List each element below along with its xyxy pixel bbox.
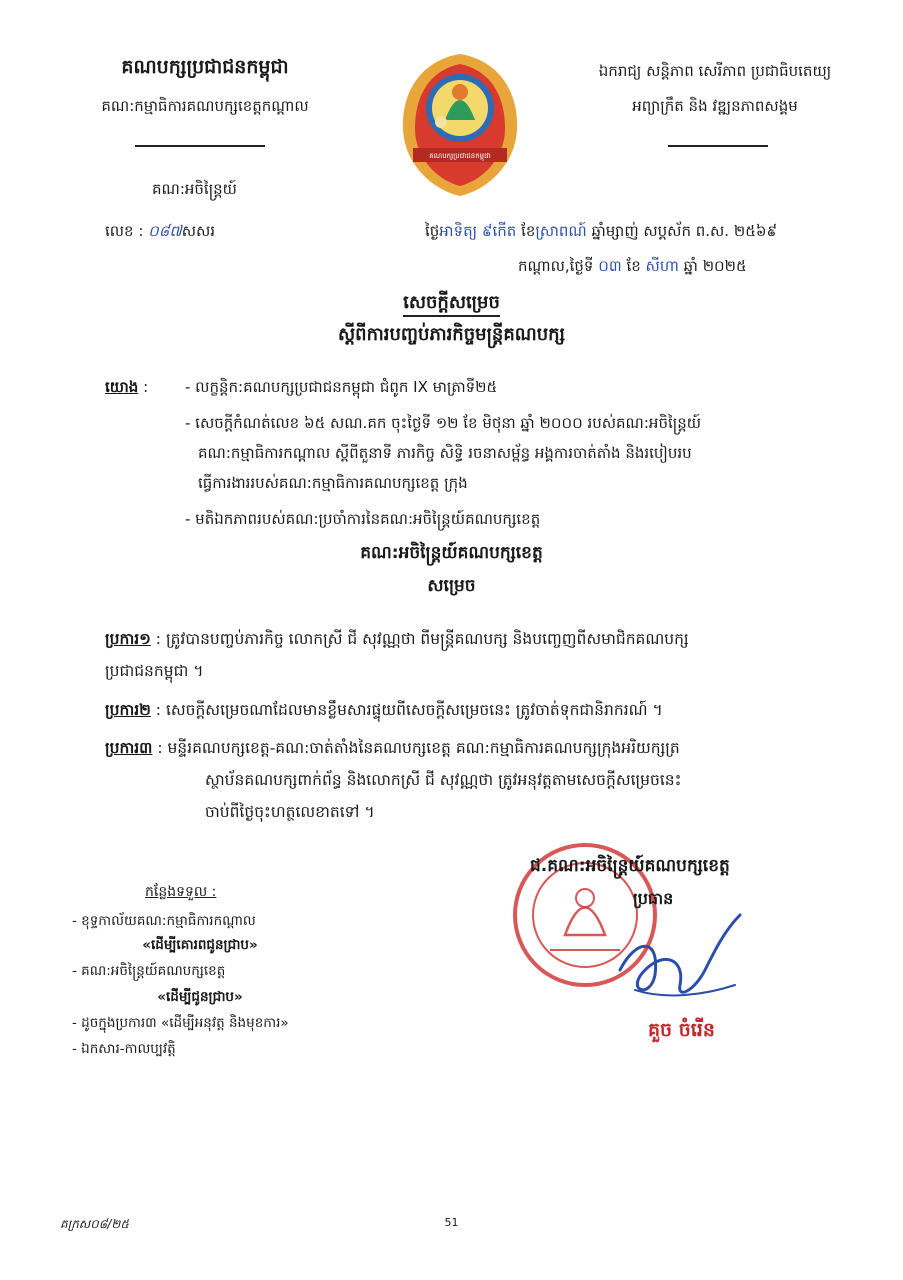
article-text: ប្រជាជនកម្ពុជា ។ [105,662,204,680]
document-code: គក្រស០៨/២៥ [60,1217,129,1231]
preamble-item: ធ្វើការងាររបស់គណ:កម្មាធិការគណបក្សខេត្ត ក្រុង [198,474,468,492]
article-text: មន្ទីរគណបក្សខេត្ត-គណ:ចាត់តាំងនៃគណបក្សខេត្ត គណ:កម្មាធិការគណបក្សក្រុងអរិយក្សត្រ [167,739,680,757]
recipients-title: កន្លែងទទួល : [145,884,217,900]
recipient-item: - គណ:អចិន្ត្រៃយ៍គណបក្សខេត្ត [72,963,226,979]
lunar-date [425,222,777,244]
reference-number-suffix: សសរ [181,222,216,240]
reference-number [105,222,215,244]
emblem-banner-text: គណបក្សប្រជាជនកម្ពុជា [429,152,491,160]
lunar-year: ឆ្នាំម្សាញ់ សប្តស័ក ព.ស. ២៥៦៩ [591,222,778,240]
page-number: 51 [444,1216,459,1229]
preamble-item: គណ:កម្មាធិការកណ្ដាល ស្ដីពីតួនាទី ភារកិច្ច សិទ្ធិ រចនាសម្ព័ន្ធ អង្គការចាត់តាំង និងរបៀបរប [198,444,692,462]
document-title-text: សេចក្ដីសម្រេច [403,292,500,317]
lunar-month: ស្រាពណ៍ [535,222,587,240]
recipient-item: - ដូចក្នុងប្រការ៣ «ដើម្បីអនុវត្ត និងមុខការ» [72,1015,289,1031]
header-right-rule [668,145,768,147]
solar-month-label: ខែ [626,257,641,275]
article-label: ប្រការ១ [105,630,151,648]
solar-date-prefix: កណ្ដាល,ថ្ងៃទី [518,257,594,275]
solar-date-day: ០៣ [598,257,622,275]
reference-number-value: ០៨៧ [148,222,182,240]
recipient-note: «ដើម្បីជូនជ្រាប» [157,989,243,1005]
header-left-rule [135,145,265,147]
signatory-name: គួច ចំរើន [648,1019,715,1041]
signatory-position: ប្រធាន [633,889,674,908]
solar-month: សីហា [645,257,679,275]
recipient-item: - ខុទ្ទកាល័យគណ:កម្មាធិការកណ្ដាល [72,913,256,929]
committee-name: គណ:កម្មាធិការគណបក្សខេត្តកណ្ដាល [101,97,309,115]
preamble-colon: : [143,378,149,396]
preamble-item: - សេចក្ដីកំណត់លេខ ៦៥ សណ.គក ចុះថ្ងៃទី ១២ ខែ មិថុនា ឆ្នាំ ២០០០ របស់គណ:អចិន្ត្រៃយ៍ [185,414,701,432]
document-title [0,290,903,317]
document-subject: ស្ដីពីការបញ្ចប់ភារកិច្ចមន្ត្រីគណបក្ស [338,324,565,345]
preamble-label [105,374,148,401]
recipient-item: - ឯកសារ-កាលប្បវត្តិ [72,1041,176,1057]
handwritten-signature [605,900,755,1020]
office-label: គណ:អចិន្ត្រៃយ៍ [152,180,237,198]
lunar-month-label: ខែ [521,222,536,240]
lunar-date-prefix: ថ្ងៃ [425,222,440,240]
solar-year: ឆ្នាំ ២០២៥ [683,257,747,275]
party-emblem [393,50,527,200]
article-text: សេចក្ដីសម្រេចណាដែលមានខ្លឹមសារផ្ទុយពីសេចក្ដីសម្រេចនេះ ត្រូវចាត់ទុកជានិរាករណ៍ ។ [165,701,663,719]
signatory-on-behalf: ជ.គណ:អចិន្ត្រៃយ៍គណបក្សខេត្ត [530,856,730,876]
solar-date [518,257,747,279]
article-text: ស្ថាប័នគណបក្សពាក់ព័ន្ធ និងលោកស្រី ជី សុវណ្ណថា ត្រូវអនុវត្តតាមសេចក្ដីសម្រេចនេះ [205,771,682,789]
article-label: ប្រការ២ [105,701,151,719]
decider-verb: សម្រេច [427,576,476,596]
article-1: ប្រការ១ : ត្រូវបានបញ្ចប់ភារកិច្ច លោកស្រី ជី សុវណ្ណថា ពីមន្ត្រីគណបក្ស និងបញ្ចេញពីសមាជិកគណបក្ស ប្រជាជនកម្ពុជា ។ [105,630,689,680]
article-text: ចាប់ពីថ្ងៃចុះហត្ថលេខាតទៅ ។ [205,803,375,821]
preamble-label-text: យោង [105,378,139,396]
article-label: ប្រការ៣ [105,739,153,757]
preamble-item: - មតិឯកភាពរបស់គណ:ប្រចាំការនៃគណ:អចិន្ត្រៃយ៍គណបក្សខេត្ត [185,510,541,528]
national-motto-line1: ឯករាជ្យ សន្តិភាព សេរីភាព ប្រជាធិបតេយ្យ [598,62,832,80]
decider-body: គណ:អចិន្ត្រៃយ៍គណបក្សខេត្ត [360,543,543,563]
recipient-note: «ដើម្បីគោរពជូនជ្រាប» [142,937,258,953]
lunar-date-day: អាទិត្យ ៩កើត [439,222,517,240]
preamble-item: - លក្ខន្តិក:គណបក្សប្រជាជនកម្ពុជា ជំពូក IX មាត្រាទី២៥ [185,378,498,396]
party-name: គណបក្សប្រជាជនកម្ពុជា [121,56,289,78]
article-3: ប្រការ៣ : មន្ទីរគណបក្សខេត្ត-គណ:ចាត់តាំងនៃគណបក្សខេត្ត គណ:កម្មាធិការគណបក្សក្រុងអរិយក្សត្រ ស្ថាប័នគណបក្សពាក់ព័ន្ធ និងលោកស្រី ជី សុវណ្ណថា ត្រូវអនុវត្តតាមសេចក្ដីសម្រេចនេះ ចាប់ពីថ្ងៃចុះហត្ថលេខាតទៅ ។ [105,739,682,821]
article-2: ប្រការ២ : សេចក្ដីសម្រេចណាដែលមានខ្លឹមសារផ្ទុយពីសេចក្ដីសម្រេចនេះ ត្រូវចាត់ទុកជានិរាករណ៍ ។ [105,701,663,719]
reference-number-label: លេខ : [105,222,144,240]
national-motto-line2: អព្យាក្រឹត និង វឌ្ឍនភាពសង្គម [632,97,798,115]
article-text: ត្រូវបានបញ្ចប់ភារកិច្ច លោកស្រី ជី សុវណ្ណថា ពីមន្ត្រីគណបក្ស និងបញ្ចេញពីសមាជិកគណបក្ស [165,630,689,648]
